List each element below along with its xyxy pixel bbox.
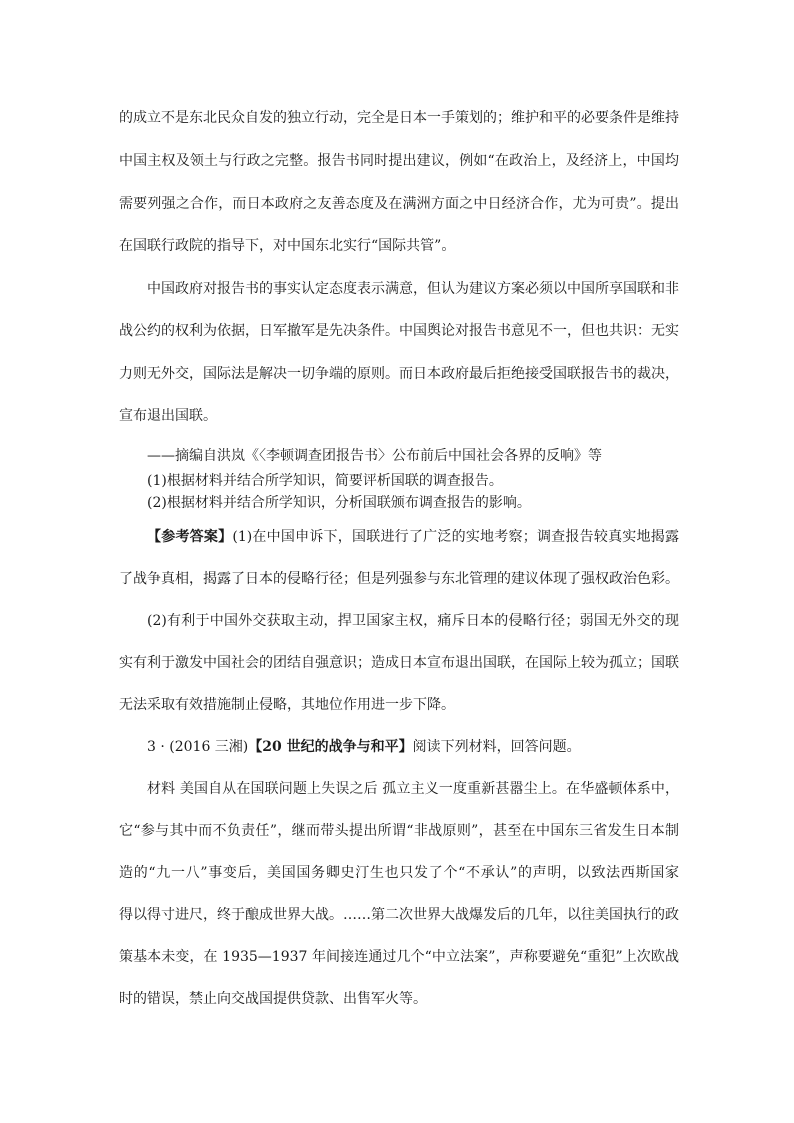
material-line: 它“参与其中而不负责任”，继而带头提出所谓“非战原则”，甚至在中国东三省发生日本制 <box>119 823 679 839</box>
answer-line: (2)有利于中国外交获取主动，捍卫国家主权，痛斥日本的侵略行径；弱国无外交的现 <box>147 613 679 629</box>
paragraph-line: 战公约的权利为依据，日军撤军是先决条件。中国舆论对报告书意见不一，但也共识：无实 <box>119 323 679 339</box>
material-line: 材料 美国自从在国联问题上失误之后 孤立主义一度重新甚嚣尘上。在华盛顿体系中， <box>147 781 679 797</box>
paragraph-line: 力则无外交，国际法是解决一切争端的原则。而日本政府最后拒绝接受国联报告书的裁决， <box>119 366 679 382</box>
source-citation: ——摘编自洪岚《〈李顿调查团报告书〉公布前后中国社会各界的反响》等 <box>147 448 602 464</box>
answer-label: 【参考答案】 <box>147 529 233 545</box>
material-line: 得以得寸进尺，终于酿成世界大战。……第二次世界大战爆发后的几年，以往美国执行的政 <box>119 907 679 923</box>
paragraph-line: 中国政府对报告书的事实认定态度表示满意，但认为建议方案必须以中国所享国联和非 <box>147 281 679 297</box>
question-3-instruction: 阅读下列材料，回答问题。 <box>412 739 581 755</box>
paragraph-line: 中国主权及领土与行政之完整。报告书同时提出建议，例如“在政治上，及经济上，中国均 <box>119 153 679 169</box>
material-line: 时的错误，禁止向交战国提供贷款、出售军火等。 <box>119 991 427 1007</box>
material-line: 造的“九一八”事变后，美国国务卿史汀生也只发了个“不承认”的声明，以致法西斯国家 <box>119 865 679 881</box>
answer-text: (1)在中国申诉下，国联进行了广泛的实地考察；调查报告较真实地揭露 <box>232 529 679 545</box>
question-2: (2)根据材料并结合所学知识，分析国联颁布调查报告的影响。 <box>147 495 531 511</box>
answer-line: 了战争真相，揭露了日本的侵略行径；但是列强参与东北管理的建议体现了强权政治色彩。 <box>119 571 679 587</box>
paragraph-line: 的成立不是东北民众自发的独立行动，完全是日本一手策划的；维护和平的必要条件是维持 <box>119 110 679 126</box>
question-1: (1)根据材料并结合所学知识，简要评析国联的调查报告。 <box>147 473 503 489</box>
answer-line: 实有利于激发中国社会的团结自强意识；造成日本宣布退出国联，在国际上较为孤立；国联 <box>119 655 679 671</box>
answer-line <box>147 527 679 547</box>
question-3-heading <box>147 737 679 757</box>
paragraph-line: 宣布退出国联。 <box>119 408 217 424</box>
answer-line: 无法采取有效措施制止侵略，其地位作用进一步下降。 <box>119 697 455 713</box>
paragraph-line: 在国联行政院的指导下，对中国东北实行“国际共管”。 <box>119 238 456 254</box>
question-3-topic: 【20 世纪的战争与和平】 <box>248 739 413 755</box>
paragraph-line: 需要列强之合作，而日本政府之友善态度及在满洲方面之中日经济合作，尤为可贵”。提出 <box>119 196 679 212</box>
material-line: 策基本未变，在 1935—1937 年间接连通过几个“中立法案”，声称要避免“重犯”上次欧战 <box>119 949 679 965</box>
question-3-source: 3 · (2016 三湘) <box>147 739 249 755</box>
